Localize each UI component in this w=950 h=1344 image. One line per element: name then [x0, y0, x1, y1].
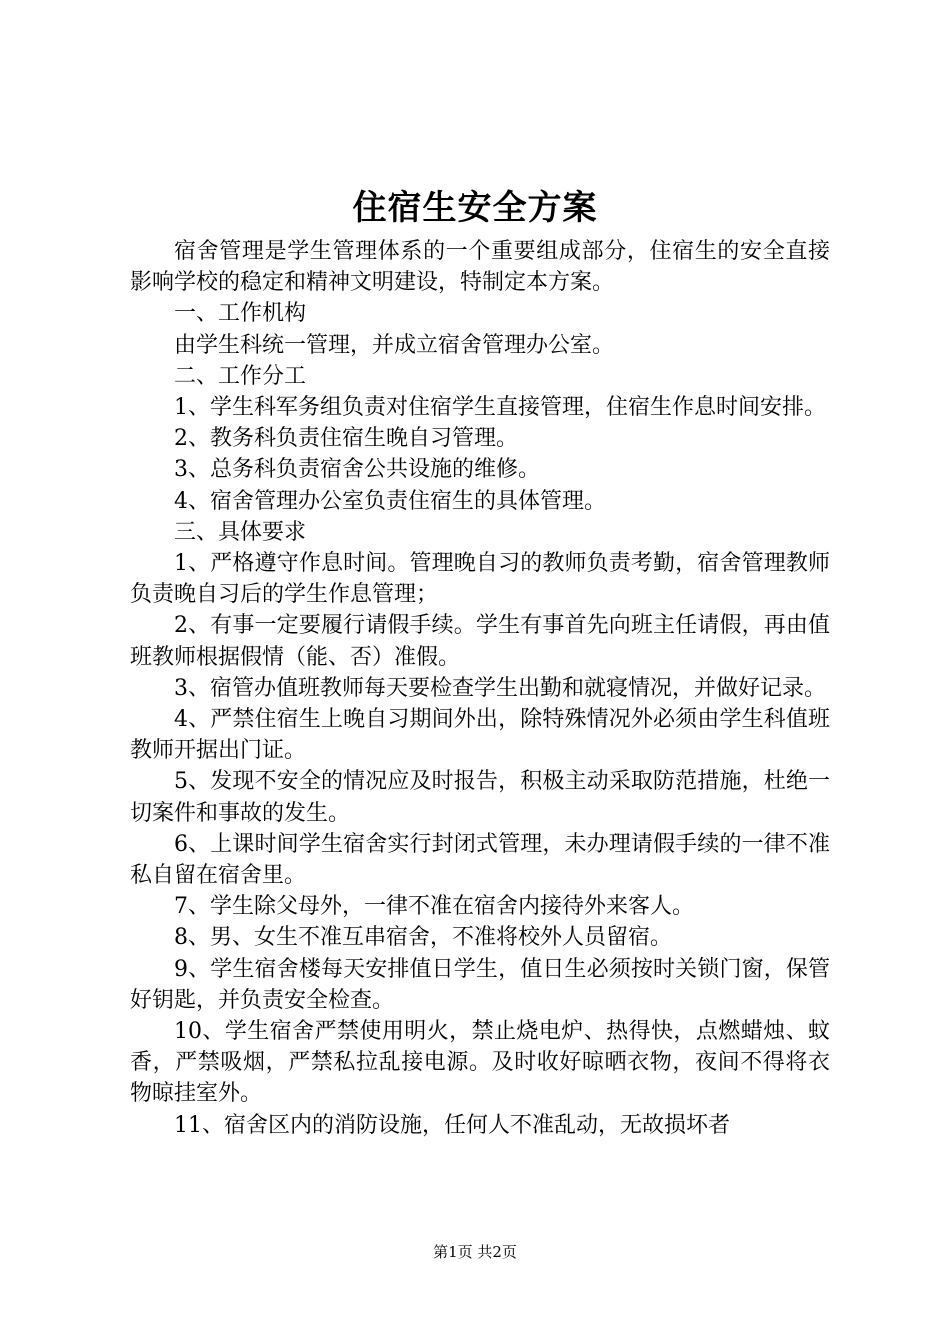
- section-heading: 三、具体要求: [174, 519, 307, 545]
- document-title: 住宿生安全方案: [352, 188, 598, 228]
- list-item: 1、学生科军务组负责对住宿学生直接管理，住宿生作息时间安排。: [174, 395, 826, 421]
- paragraph: 由学生科统一管理，并成立宿舍管理办公室。: [174, 332, 615, 358]
- list-item: 10、学生宿舍严禁使用明火，禁止烧电炉、热得快，点燃蜡烛、蚊香，严禁吸烟，严禁私拉乱接电源。及时收好晾晒衣物，夜间不得将衣物晾挂室外。: [130, 1019, 830, 1107]
- list-item: 1、严格遵守作息时间。管理晚自习的教师负责考勤，宿舍管理教师负责晚自习后的学生作息管理；: [130, 551, 830, 608]
- list-item: 4、宿舍管理办公室负责住宿生的具体管理。: [174, 488, 606, 514]
- list-item: 2、有事一定要履行请假手续。学生有事首先向班主任请假，再由值班教师根据假情（能、否）准假。: [130, 613, 830, 670]
- page-footer: 第1页 共2页: [433, 1243, 517, 1261]
- list-item: 3、宿管办值班教师每天要检查学生出勤和就寝情况，并做好记录。: [174, 675, 826, 701]
- list-item: 7、学生除父母外，一律不准在宿舍内接待外来客人。: [174, 894, 694, 920]
- list-item: 6、上课时间学生宿舍实行封闭式管理，未办理请假手续的一律不准私自留在宿舍里。: [130, 831, 830, 889]
- list-item: 3、总务科负责宿舍公共设施的维修。: [174, 457, 540, 483]
- list-item: 9、学生宿舍楼每天安排值日学生，值日生必须按时关锁门窗，保管好钥匙，并负责安全检查。: [130, 956, 830, 1013]
- list-item: 11、宿舍区内的消防设施，任何人不准乱动，无故损坏者: [174, 1112, 730, 1138]
- list-item: 5、发现不安全的情况应及时报告，积极主动采取防范措施，杜绝一切案件和事故的发生。: [130, 769, 830, 826]
- section-heading: 一、工作机构: [174, 301, 307, 327]
- list-item: 8、男、女生不准互串宿舍，不准将校外人员留宿。: [174, 925, 672, 951]
- list-item: 2、教务科负责住宿生晚自习管理。: [174, 426, 518, 452]
- list-item: 4、严禁住宿生上晚自习期间外出，除特殊情况外必须由学生科值班教师开据出门证。: [130, 707, 830, 764]
- section-heading: 二、工作分工: [174, 363, 307, 389]
- document-body: [130, 236, 830, 1141]
- paragraph: 宿舍管理是学生管理体系的一个重要组成部分，住宿生的安全直接影响学校的稳定和精神文明建设，特制定本方案。: [130, 239, 830, 296]
